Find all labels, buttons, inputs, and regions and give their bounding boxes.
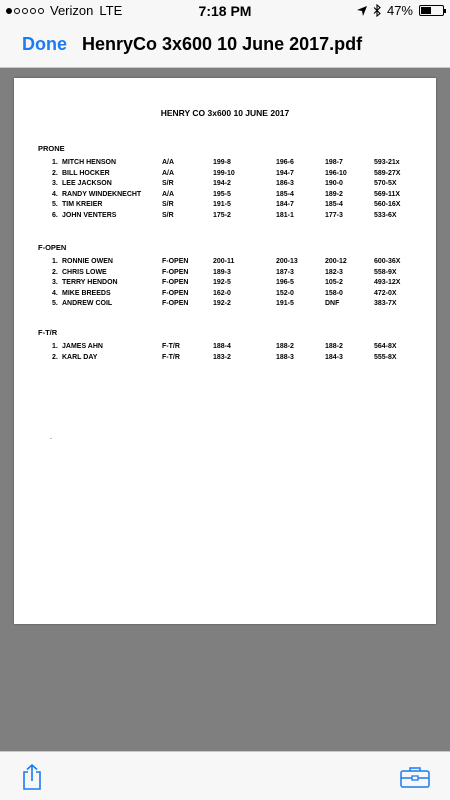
- shooter-name: MITCH HENSON: [62, 159, 117, 166]
- stage-1-score: 199-8: [213, 159, 231, 166]
- stage-2-score: 186-3: [276, 180, 294, 187]
- clock: 7:18 PM: [198, 3, 252, 19]
- stage-2-score: 187-3: [276, 268, 294, 276]
- shooter-class: S/R: [162, 201, 174, 208]
- stage-1-score: 200-11: [213, 258, 235, 265]
- stage-2-score: 196-6: [276, 159, 294, 166]
- battery-percent: 47%: [386, 3, 413, 18]
- stage-3-score: DNF: [325, 300, 340, 307]
- toolbox-icon: [400, 766, 430, 788]
- shooter-name: TIM KREIER: [62, 201, 103, 208]
- aggregate-total: 560-16X: [374, 201, 401, 208]
- row-number: 1.: [52, 343, 58, 350]
- row-number: 2.: [52, 268, 58, 276]
- stage-1-score: 195-5: [213, 190, 231, 198]
- stage-3-score: 200-12: [325, 258, 347, 265]
- shooter-name: LEE JACKSON: [62, 180, 112, 187]
- stage-2-score: 188-3: [276, 353, 294, 361]
- row-number: 3.: [52, 180, 58, 187]
- shooter-class: A/A: [162, 190, 175, 198]
- stage-3-score: 185-4: [325, 201, 343, 208]
- aggregate-total: 589-27X: [374, 169, 401, 177]
- row-number: 2.: [52, 353, 58, 361]
- shooter-class: F-OPEN: [162, 279, 189, 286]
- done-button[interactable]: Done: [22, 34, 67, 54]
- battery-level: [421, 7, 431, 14]
- status-bar: [0, 0, 450, 22]
- stage-2-score: 191-5: [276, 300, 294, 307]
- shooter-name: TERRY HENDON: [62, 279, 118, 286]
- stage-1-score: 192-2: [213, 300, 231, 307]
- row-number: 4.: [52, 190, 58, 198]
- stage-1-score: 162-0: [213, 289, 231, 297]
- stage-3-score: 177-3: [325, 211, 343, 219]
- stage-1-score: 189-3: [213, 268, 231, 276]
- stage-3-score: 184-3: [325, 353, 343, 361]
- aggregate-total: 472-0X: [374, 289, 397, 297]
- shooter-name: CHRIS LOWE: [62, 268, 107, 276]
- shooter-class: F-OPEN: [162, 258, 189, 265]
- stage-3-score: 188-2: [325, 343, 343, 350]
- row-number: 1.: [52, 258, 58, 265]
- stage-1-score: 188-4: [213, 343, 231, 350]
- carrier-label: Verizon: [50, 3, 94, 18]
- pdf-heading: HENRY CO 3x600 10 JUNE 2017: [160, 108, 290, 118]
- shooter-class: F-OPEN: [162, 289, 189, 297]
- aggregate-total: 570-5X: [374, 180, 397, 187]
- row-number: 5.: [52, 201, 58, 208]
- bluetooth-icon: [373, 4, 381, 17]
- shooter-class: F-OPEN: [162, 300, 189, 307]
- section-heading: PRONE: [38, 144, 65, 153]
- row-number: 5.: [52, 300, 58, 307]
- stage-2-score: 185-4: [276, 190, 294, 198]
- stage-3-score: 105-2: [325, 279, 343, 286]
- network-label: LTE: [99, 3, 123, 18]
- stage-2-score: 200-13: [276, 258, 298, 265]
- navigation-bar: [0, 22, 450, 68]
- shooter-class: F-T/R: [162, 353, 180, 361]
- section-heading: F-T/R: [38, 328, 58, 337]
- status-right: [357, 3, 444, 18]
- stray-mark: .: [50, 434, 52, 441]
- row-number: 6.: [52, 211, 58, 219]
- stage-1-score: 199-10: [213, 169, 235, 177]
- shooter-class: A/A: [162, 159, 175, 166]
- stage-3-score: 190-0: [325, 180, 343, 187]
- share-icon: [20, 764, 44, 790]
- shooter-name: ANDREW COIL: [62, 300, 113, 307]
- stage-3-score: 158-0: [325, 289, 343, 297]
- aggregate-total: 493-12X: [374, 279, 401, 286]
- stage-2-score: 196-5: [276, 279, 294, 286]
- stage-2-score: 184-7: [276, 201, 294, 208]
- shooter-name: BILL HOCKER: [62, 169, 110, 177]
- shooter-class: A/A: [162, 169, 175, 177]
- shooter-name: KARL DAY: [62, 353, 98, 361]
- shooter-class: F-T/R: [162, 343, 180, 350]
- shooter-class: F-OPEN: [162, 268, 189, 276]
- stage-1-score: 194-2: [213, 180, 231, 187]
- row-number: 2.: [52, 169, 58, 177]
- document-title: HenryCo 3x600 10 June 2017.pdf: [82, 34, 363, 54]
- row-number: 4.: [52, 289, 58, 297]
- row-number: 3.: [52, 279, 58, 286]
- stage-3-score: 189-2: [325, 190, 343, 198]
- stage-1-score: 191-5: [213, 201, 231, 208]
- stage-2-score: 181-1: [276, 211, 294, 219]
- pdf-viewer[interactable]: [0, 68, 450, 751]
- shooter-class: S/R: [162, 211, 174, 219]
- stage-1-score: 192-5: [213, 279, 231, 286]
- shooter-class: S/R: [162, 180, 174, 187]
- location-arrow-icon: [357, 6, 367, 16]
- stage-3-score: 198-7: [325, 159, 343, 166]
- stage-1-score: 183-2: [213, 353, 231, 361]
- stage-3-score: 196-10: [325, 169, 347, 177]
- bottom-toolbar: [0, 751, 450, 800]
- aggregate-total: 593-21x: [374, 159, 400, 166]
- battery-icon: [419, 5, 444, 16]
- aggregate-total: 383-7X: [374, 300, 397, 307]
- share-button[interactable]: [20, 764, 44, 790]
- shooter-name: RONNIE OWEN: [62, 258, 113, 265]
- shooter-name: JAMES AHN: [62, 343, 103, 350]
- stage-2-score: 152-0: [276, 289, 294, 297]
- stage-3-score: 182-3: [325, 268, 343, 276]
- stage-2-score: 188-2: [276, 343, 294, 350]
- stage-2-score: 194-7: [276, 169, 294, 177]
- shooter-name: JOHN VENTERS: [62, 211, 117, 219]
- shooter-name: RANDY WINDEKNECHT: [62, 190, 142, 198]
- markup-tools-button[interactable]: [400, 766, 430, 788]
- aggregate-total: 569-11X: [374, 190, 401, 198]
- aggregate-total: 533-6X: [374, 211, 397, 219]
- aggregate-total: 600-36X: [374, 258, 401, 265]
- stage-1-score: 175-2: [213, 211, 231, 219]
- aggregate-total: 555-8X: [374, 353, 397, 361]
- row-number: 1.: [52, 159, 58, 166]
- aggregate-total: 564-8X: [374, 343, 397, 350]
- section-heading: F-OPEN: [38, 243, 67, 252]
- pdf-page: [14, 78, 436, 624]
- aggregate-total: 558-9X: [374, 268, 397, 276]
- shooter-name: MIKE BREEDS: [62, 289, 111, 297]
